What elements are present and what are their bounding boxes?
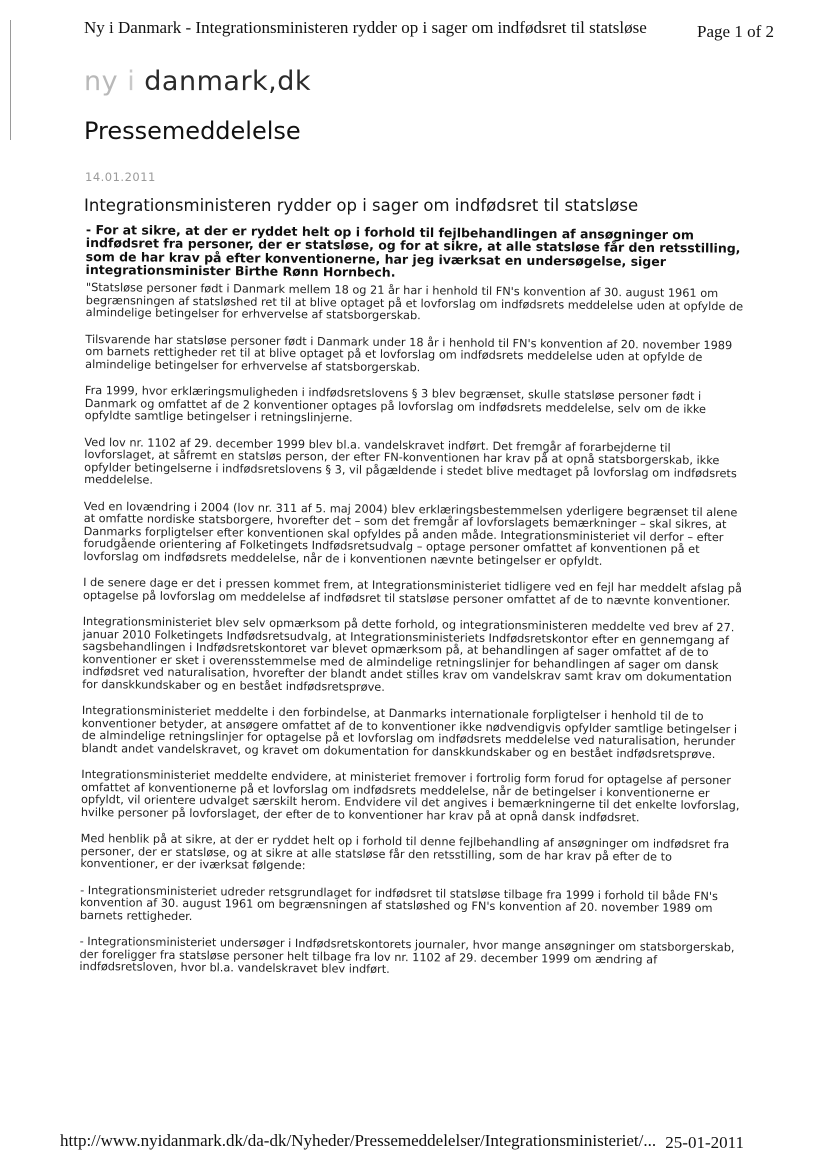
- paragraph: - Integrationsministeriet udreder retsgrundlaget for indfødsret til statsløse tilbage fra 1999 i forhold til både FN's konvention af 30. august 1961 om begrænsningen af statsløshed og FN's konvention af 20. november 1989 om barnets rettigheder.: [79, 883, 718, 923]
- paragraph: "Statsløse personer født i Danmark mellem 18 og 21 år har i henhold til FN's konvention af 30. august 1961 om begrænsningen af statsløshed ret til at blive optaget på et lovforslag om indfødsrets meddelelse uden at opfylde de almindelige betingelser for erhvervelse af statsborgerskab.: [85, 281, 744, 323]
- paragraph: Integrationsministeriet meddelte endvidere, at ministeriet fremover i fortrolig form forud for optagelse af personer omfattet af konventionerne på et lovforslag om indfødsrets meddelelse, når de betingelser i konventionerne er opfyldt, vil orientere udvalget særskilt herom. Endvidere vil det angives i bemærkningerne til det enkelte lovforslag, hvilke personer på lovforslaget, der efter de to konventioner har krav på at opnå dansk indfødsret.: [80, 767, 740, 824]
- print-header-page-number: Page 1 of 2: [697, 22, 774, 41]
- footer-url: http://www.nyidanmark.dk/da-dk/Nyheder/Pressemeddelelser/Integrationsministeriet/...: [60, 1131, 657, 1150]
- print-header-title: Ny i Danmark - Integrationsministeren rydder op i sager om indfødsret til statsløse: [84, 18, 647, 37]
- section-heading: Pressemeddelelse: [84, 117, 301, 145]
- article-lead: - For at sikre, at der er ryddet helt op i forhold til fejlbehandlingen af ansøgninger om indfødsret fra personer, der er statsløse, og for at sikre, at alle statsløse får den retsstilling, som de har krav på efter konventionerne, har jeg iværksat en undersøgelse, siger integrationsminister Birthe Rønn Hornbech.: [85, 222, 741, 280]
- site-logo: [84, 66, 311, 97]
- article-body: [79, 282, 746, 994]
- paragraph: Integrationsministeriet meddelte i den forbindelse, at Danmarks internationale forpligtelser i henhold til de to konventioner betyder, at ansøgere omfattet af de to konventioner ikke nødvendigvis opfylder samtlige betingelser i de almindelige retningslinjer for optagelse på et lovforslag om indfødsrets meddelelse ved naturalisation, herunder blandt andet vandelskravet, og kravet om dokumentation for danskkundskaber og en bestået indfødsretsprøve.: [81, 703, 738, 761]
- paragraph: - Integrationsministeriet undersøger i Indfødsretskontorets journaler, hvor mange ansøgninger om statsborgerskab, der foreligger fra statsløse personer helt tilbage fra lov nr. 1102 af 29. december 1999 om ændring af indfødsretsloven, hvor bl.a. vandelskravet blev indført.: [79, 934, 735, 976]
- paragraph: Tilsvarende har statsløse personer født i Danmark under 18 år i henhold til FN's konvention af 20. november 1989 om barnets rettigheder ret til at blive optaget på et lovforslag om indfødsrets meddelelse uden at opfylde de almindelige betingelser for erhvervelse af statsborgerskab.: [85, 332, 733, 374]
- paragraph: Integrationsministeriet blev selv opmærksom på dette forhold, og integrationsministeren meddelte ved brev af 27. januar 2010 Folketingets Indfødsretsudvalg, at Integrationsministeriets Indfødsretskontor efter en gennemgang af sagsbehandlingen i Indfødsretskontoret var blevet opmærksom på, at behandlingen af sager omfattet af de to konventioner er sket i overensstemmelse med de almindelige retningslinjer for behandlingen af sager om dansk indfødsret ved naturalisation, hvorefter der blandt andet stilles krav om vandelskrav samt krav om dokumentation for danskkundskaber og en bestået indfødsretsprøve.: [82, 614, 735, 694]
- scan-edge-line: [10, 20, 11, 140]
- article-title: Integrationsministeren rydder op i sager om indfødsret til statsløse: [84, 196, 639, 215]
- publish-date: 14.01.2011: [85, 170, 156, 184]
- paragraph: Fra 1999, hvor erklæringsmuligheden i indfødsretslovens § 3 blev begrænset, skulle statsløse personer født i Danmark og omfattet af de 2 konventioner optages på lovforslag om indfødsrets meddelelse, selv om de ikke opfyldte samtlige betingelser i retningslinjerne.: [84, 383, 707, 425]
- footer-date: 25-01-2011: [665, 1133, 744, 1152]
- paragraph: I de senere dage er det i pressen kommet frem, at Integrationsministeriet tidligere ved en fejl har meddelt afslag på optagelse på lovforslag om meddelelse af indfødsret til statsløse personer omfattet af de to nævnte konventioner.: [82, 575, 742, 608]
- paragraph: Ved lov nr. 1102 af 29. december 1999 blev bl.a. vandelskravet indført. Det fremgår af forarbejderne til lovforslaget, at såfremt en statsløs person, der efter FN-konventionen har krav på at opnå statsborgerskab, ikke opfylder betingelserne i indfødsretslovens § 3, vil pågældende i stedet blive medtaget på lovforslag om indfødsrets meddelelse.: [84, 435, 737, 487]
- logo-name: danmark,dk: [144, 66, 312, 97]
- logo-prefix: ny: [84, 66, 119, 97]
- paragraph: Med henblik på at sikre, at der er ryddet helt op i forhold til denne fejlbehandling af ansøgninger om indfødsret fra personer, der er statsløse, og at sikre at alle statsløse får den retsstilling, som de har krav på efter de to konventioner, er der iværksat følgende:: [80, 831, 730, 873]
- logo-separator: i: [127, 66, 136, 97]
- paragraph: Ved en lovændring i 2004 (lov nr. 311 af 5. maj 2004) blev erklæringsbestemmelsen yderligere begrænset til alene at omfatte nordiske statsborgere, hvorefter det – som det fremgår af lovforslagets bemærkninger – skal sikres, at Danmarks forpligtelser efter konventionen skal opfyldes på anden måde. Integrationsministeriet vil derfor – efter forudgående orientering af Folketingets Indfødsretsudvalg – optage personer omfattet af konventionen på et lovforslag om indfødsrets meddelelse, når de i konventionen nævnte betingelser er opfyldt.: [83, 499, 738, 568]
